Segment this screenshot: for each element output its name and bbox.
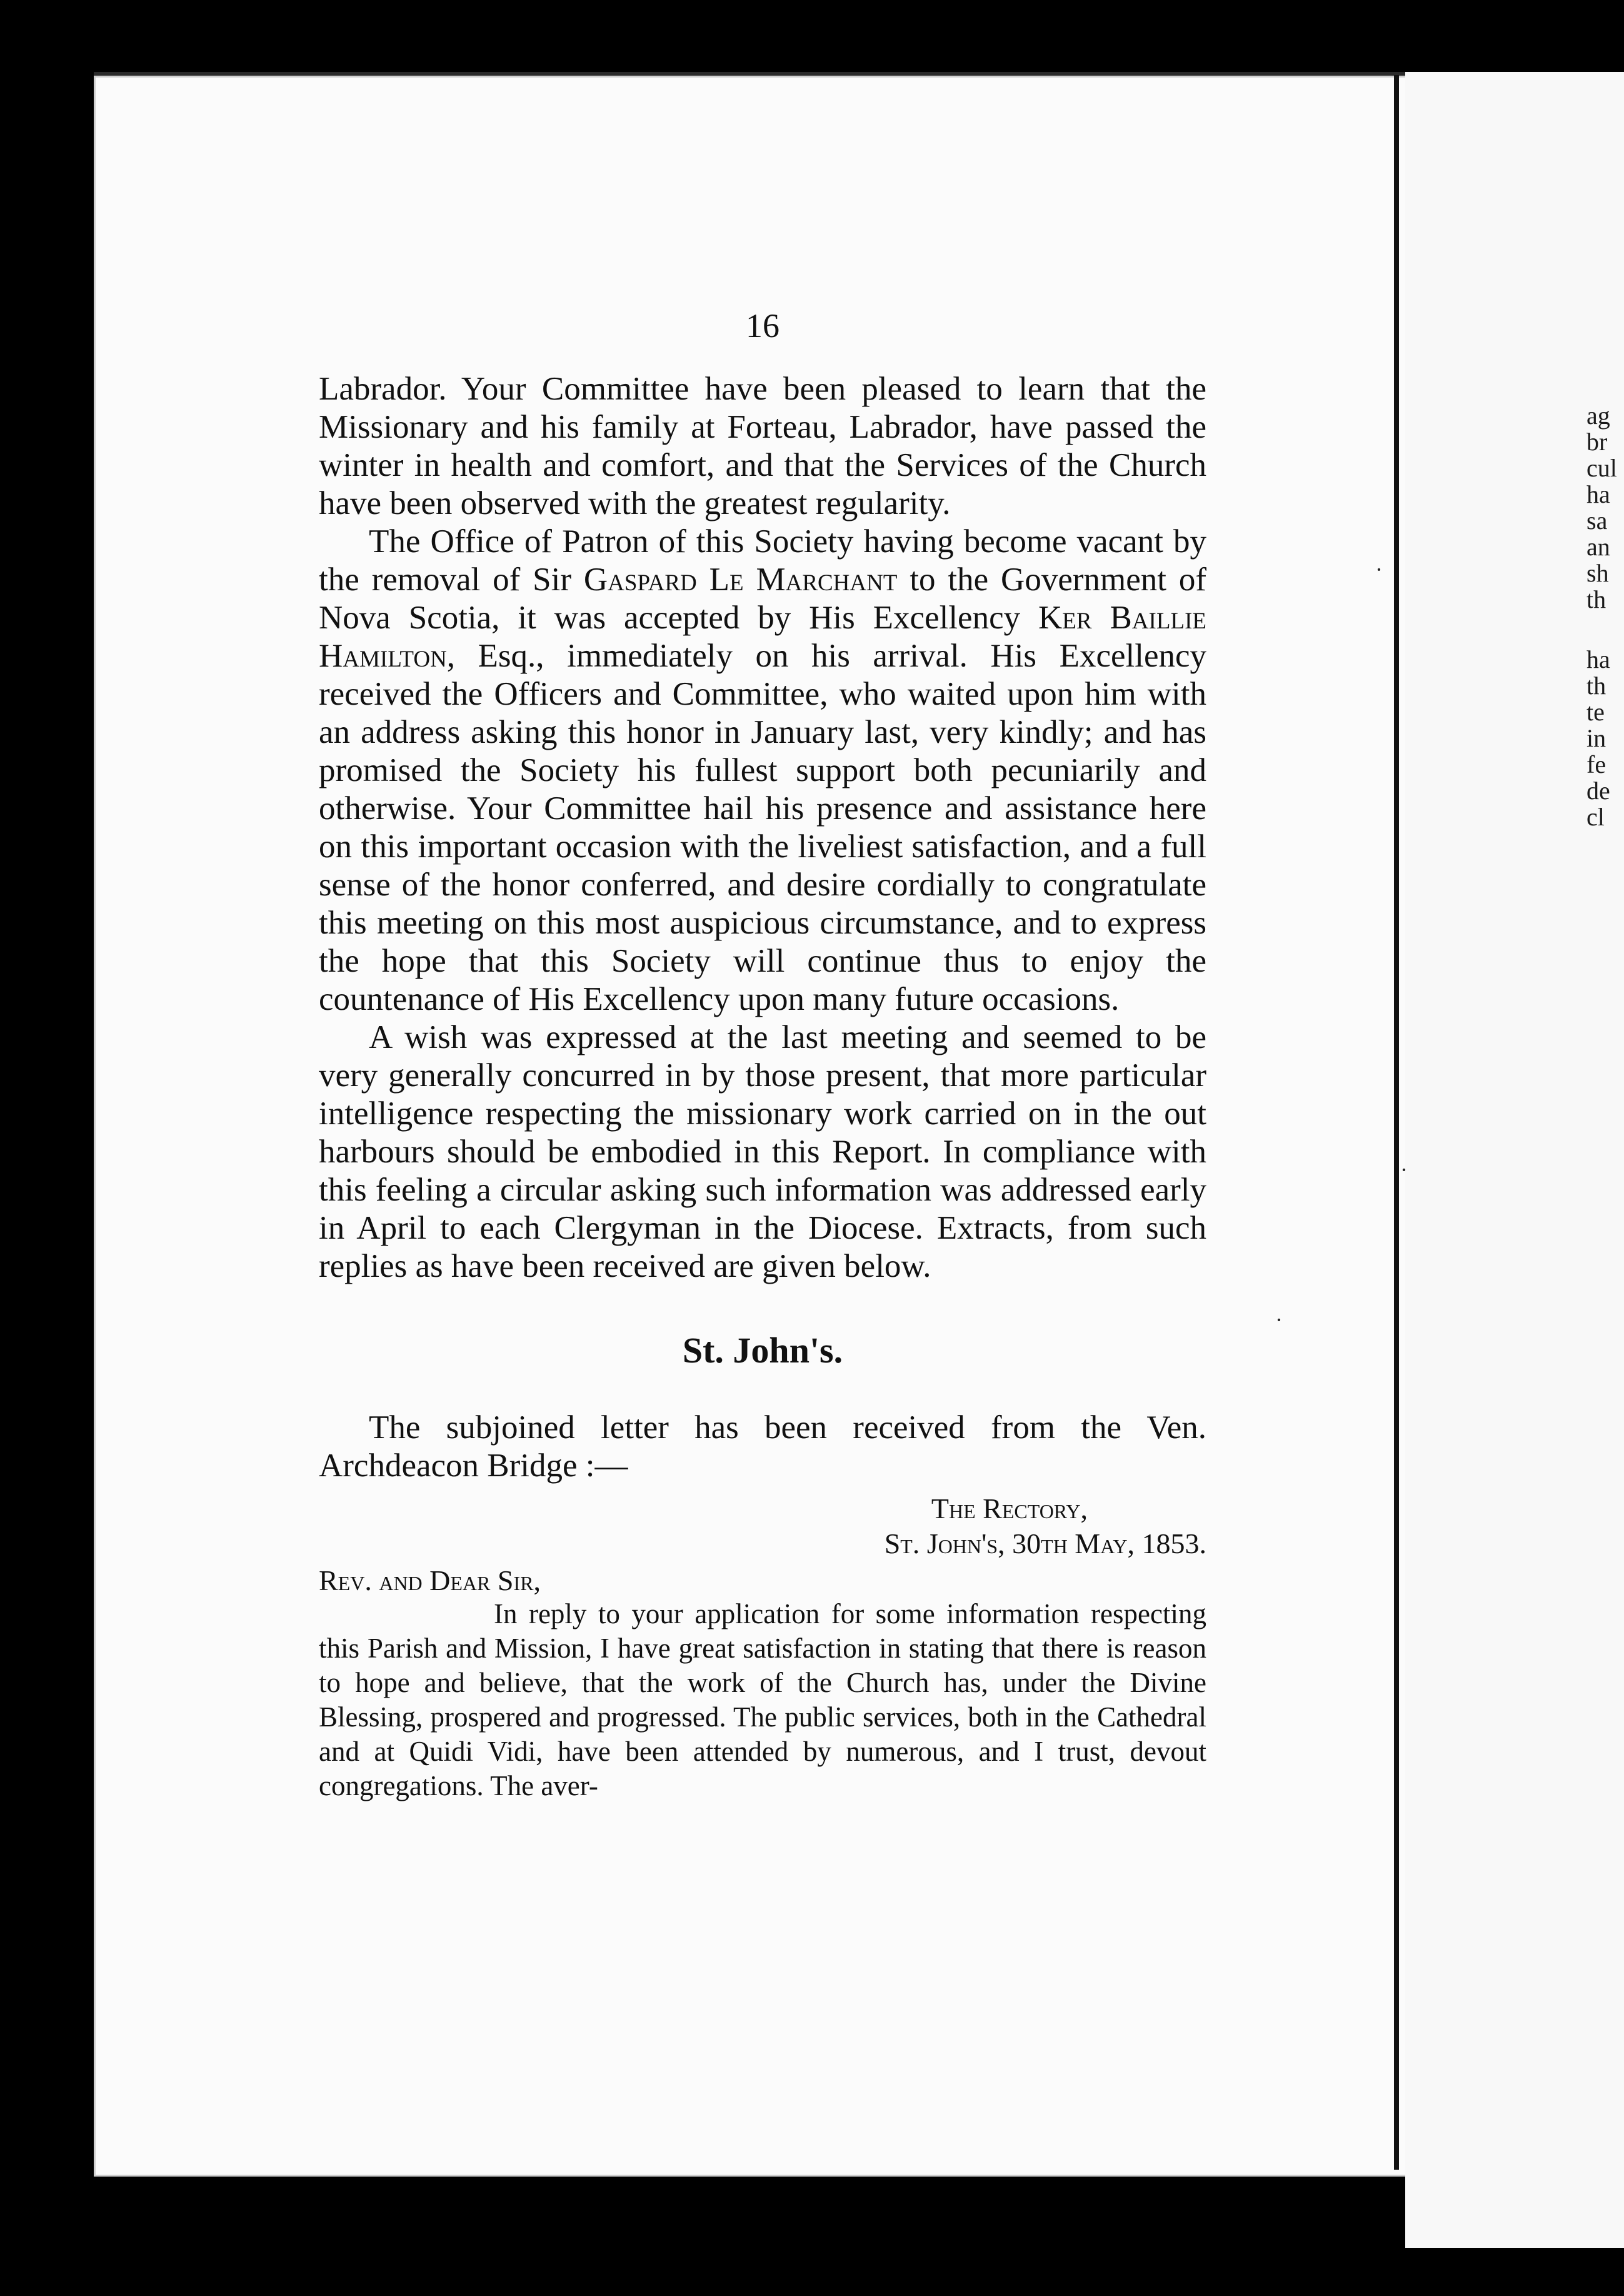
page-number: 16 bbox=[746, 307, 779, 345]
name-hamilton: Ker Baillie Hamilton bbox=[319, 600, 1206, 674]
ink-speck: · bbox=[1375, 557, 1383, 582]
section-heading: St. John's. bbox=[682, 1330, 843, 1371]
letter-body: In reply to your application for some information respecting this Parish and Mission, I have great satisfaction in stating that there is reason to hope and believe, that the work of the Church has, under the Divine Blessing, prospered and progressed. The public services, both in the Cathedral and at Quidi Vidi, have been attended by numerous, and I trust, devout congregations. The aver- bbox=[319, 1598, 1206, 1801]
paragraph-labrador: Labrador. Your Committee have been pleased to learn that the Missionary and his family at Forteau, Labrador, have passed the winter in health and comfort, and that the Services of the Church have been observed with the greatest regularity. bbox=[319, 371, 1206, 521]
letter-heading bbox=[319, 1491, 1206, 1561]
facing-page-edge bbox=[1405, 72, 1624, 2248]
facing-fragment: de bbox=[1586, 777, 1610, 805]
paragraph-patron-text: to the Government of Nova Scotia, it was accepted by His Excellency bbox=[319, 561, 1206, 636]
facing-fragment: te bbox=[1586, 698, 1605, 726]
ink-speck: · bbox=[1275, 1307, 1283, 1332]
facing-fragment: cul bbox=[1586, 454, 1617, 482]
paragraph-letter-intro: The subjoined letter has been received from the Ven. Archdeacon Bridge :— bbox=[319, 1409, 1206, 1484]
paragraph-report-wish: A wish was expressed at the last meeting and seemed to be very generally concurred in by those present, that more particular intelligence respecting the missionary work carried on in the out harbours should be embodied in this Report. In compliance with this feeling a circular asking such information was addressed early in April to each Clergyman in the Diocese. Extracts, from such replies as have been received are given below. bbox=[319, 1019, 1206, 1284]
facing-fragment: ag bbox=[1586, 401, 1610, 430]
facing-fragment: br bbox=[1586, 428, 1608, 456]
facing-fragment: fe bbox=[1586, 750, 1606, 778]
ink-speck: · bbox=[1400, 1157, 1408, 1182]
facing-fragment: in bbox=[1586, 724, 1606, 752]
letter-place: The Rectory, bbox=[931, 1493, 1088, 1524]
letter-salutation: Rev. and Dear Sir, bbox=[319, 1564, 541, 1596]
facing-fragment: th bbox=[1586, 585, 1606, 613]
facing-fragment: cl bbox=[1586, 803, 1605, 831]
paragraph-patron-text: , Esq., immediately on his arrival. His Excellency received the Officers and Committee, who waited upon him with an address asking this honor in January last, very kindly; and has promised the Society his fullest support both pecuniarily and otherwise. Your Committee hail his presence and assistance here on this important occasion with the liveliest satisfaction, and a full sense of the honor conferred, and desire cordially to congratulate this meeting on this most auspicious circumstance, and to express the hope that this Society will continue thus to enjoy the countenance of His Excellency upon many future occasions. bbox=[319, 638, 1206, 1017]
facing-fragment: th bbox=[1586, 672, 1606, 700]
facing-fragment: ha bbox=[1586, 645, 1610, 673]
page-text-block bbox=[319, 306, 1206, 1803]
facing-fragment: sh bbox=[1586, 559, 1609, 587]
page-gutter bbox=[1394, 75, 1399, 2170]
letter-date: St. John's, 30th May, 1853. bbox=[884, 1528, 1206, 1559]
paragraph-patron bbox=[319, 523, 1206, 1019]
name-le-marchant: Gaspard Le Marchant bbox=[583, 561, 898, 598]
facing-fragment: ha bbox=[1586, 480, 1610, 508]
paragraph-patron-text: The Office of Patron of this Society having become vacant by the removal of Sir bbox=[319, 523, 1206, 598]
facing-fragment: an bbox=[1586, 533, 1610, 561]
facing-fragment: sa bbox=[1586, 506, 1608, 535]
